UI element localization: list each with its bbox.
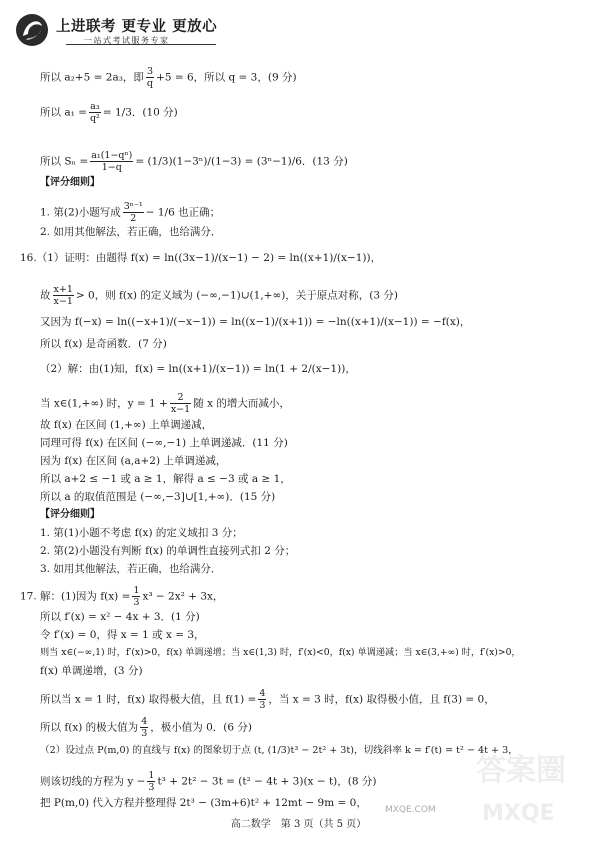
line-30: 则该切线的方程为 y − $\frac{1}{3}$ t³ + 2t² − 3t = (t² − 4t + 3)(x − t)，(8 分) [40,770,377,793]
line-17: 所以 a 的取值范围是 (−∞,−3]∪[1,+∞)．(15 分) [40,491,276,503]
problem-17-line-1: 17. 解：(1)因为 f(x) = $\frac{1}{3}$ x³ − 2x² + 3x， [20,585,224,608]
line-31: 把 P(m,0) 代入方程并整理得 2t³ − (3m+6)t² + 12mt − 9m = 0， [40,797,367,809]
line-25: 则当 x∈(−∞,1) 时，f′(x)>0，f(x) 单调递增；当 x∈(1,3) 时，f′(x)<0，f(x) 单调递减；当 x∈(3,+∞) 时，f′(x)>0， [40,647,521,658]
header-rule [66,44,216,45]
svg-text:MXQE: MXQE [482,801,555,826]
line-26: f(x) 单调递增，(3 分) [40,665,143,677]
line-3: 所以 Sₙ = $\frac{\text{a₁(1−qⁿ)}}{1-q}$ = (1/3)(1−3ⁿ)/(1−3) = (3ⁿ−1)/6．(13 分) [40,150,348,173]
line-8: 故 $\frac{x+1}{x-1}$ > 0，则 f(x) 的定义域为 (−∞,−1)∪(1,+∞)，关于原点对称，(3 分) [40,284,399,307]
svg-text:答案圈: 答案圈 [476,753,566,788]
line-11: （2）解：由(1)知，f(x) = ln((x+1)/(x−1)) = ln(1 + 2/(x−1))， [40,363,356,375]
line-16: 所以 a+2 ≤ −1 或 a ≥ 1，解得 a ≤ −3 或 a ≥ 1， [40,473,291,485]
line-19: 1. 第(1)小题不考虑 f(x) 的定义域扣 3 分； [40,527,243,539]
line-14: 同理可得 f(x) 在区间 (−∞,−1) 上单调递减．(11 分) [40,437,288,449]
brand-slogan: 上进联考 更专业 更放心 [56,19,218,35]
page-footer: 高二数学 第 3 页（共 5 页） [230,819,367,830]
line-6: 2. 如用其他解法，若正确，也给满分． [40,226,222,238]
watermark-stamp-icon [470,740,590,835]
line-23: 所以 f′(x) = x² − 4x + 3．(1 分) [40,611,200,623]
page-header [14,10,434,50]
line-24: 令 f′(x) = 0，得 x = 1 或 x = 3， [40,629,205,641]
watermark-site: MXQE.COM [385,805,436,815]
problem-16-line-1: 16.（1）证明：由题得 f(x) = ln((3x−1)/(x−1) − 2) = ln((x+1)/(x−1))， [20,252,382,264]
line-28: 所以 f(x) 的极大值为 $\frac{4}{3}$ ，极小值为 0．(6 分) [40,716,252,739]
line-21: 3. 如用其他解法，若正确，也给满分． [40,563,222,575]
line-9: 又因为 f(−x) = ln((−x+1)/(−x−1)) = ln((x−1)/(x+1)) = −ln((x+1)/(x−1)) = −f(x)， [40,316,471,328]
line-20: 2. 第(2)小题没有判断 f(x) 的单调性直接列式扣 2 分； [40,545,296,557]
grading-heading-2: 【评分细则】 [40,509,100,520]
line-5: 1. 第(2)小题写成 $\frac{\text{3ⁿ⁻¹}}{2}$ − 1/6 也正确； [40,201,221,224]
line-15: 因为 f(x) 在区间 (a,a+2) 上单调递减， [40,455,227,467]
line-29: （2）设过点 P(m,0) 的直线与 f(x) 的图象切于点 (t, (1/3)t³ − 2t² + 3t)，切线斜率 k = f′(t) = t² − 4t + 3， [40,745,518,756]
grading-heading-1: 【评分细则】 [40,177,100,188]
brand-logo-icon [14,12,50,48]
line-27: 所以当 x = 1 时，f(x) 取得极大值，且 f(1) = $\frac{4}{3}$ ，当 x = 3 时，f(x) 取得极小值，且 f(3) = 0， [40,688,495,711]
line-13: 故 f(x) 在区间 (1,+∞) 上单调递减， [40,419,213,431]
line-1: 所以 a₂+5 = 2a₃，即 $\frac{3}{q}$ +5 = 6，所以 q = 3，(9 分) [40,66,297,89]
line-10: 所以 f(x) 是奇函数．(7 分) [40,338,167,350]
brand-tagline: 一站式考试服务专家 [84,36,170,45]
line-2: 所以 a₁ = $\frac{\text{a₃}}{\text{q²}}$ = 1/3．(10 分) [40,101,178,124]
line-12: 当 x∈(1,+∞) 时，y = 1 + $\frac{2}{x-1}$ 随 x 的增大而减小， [40,392,290,415]
